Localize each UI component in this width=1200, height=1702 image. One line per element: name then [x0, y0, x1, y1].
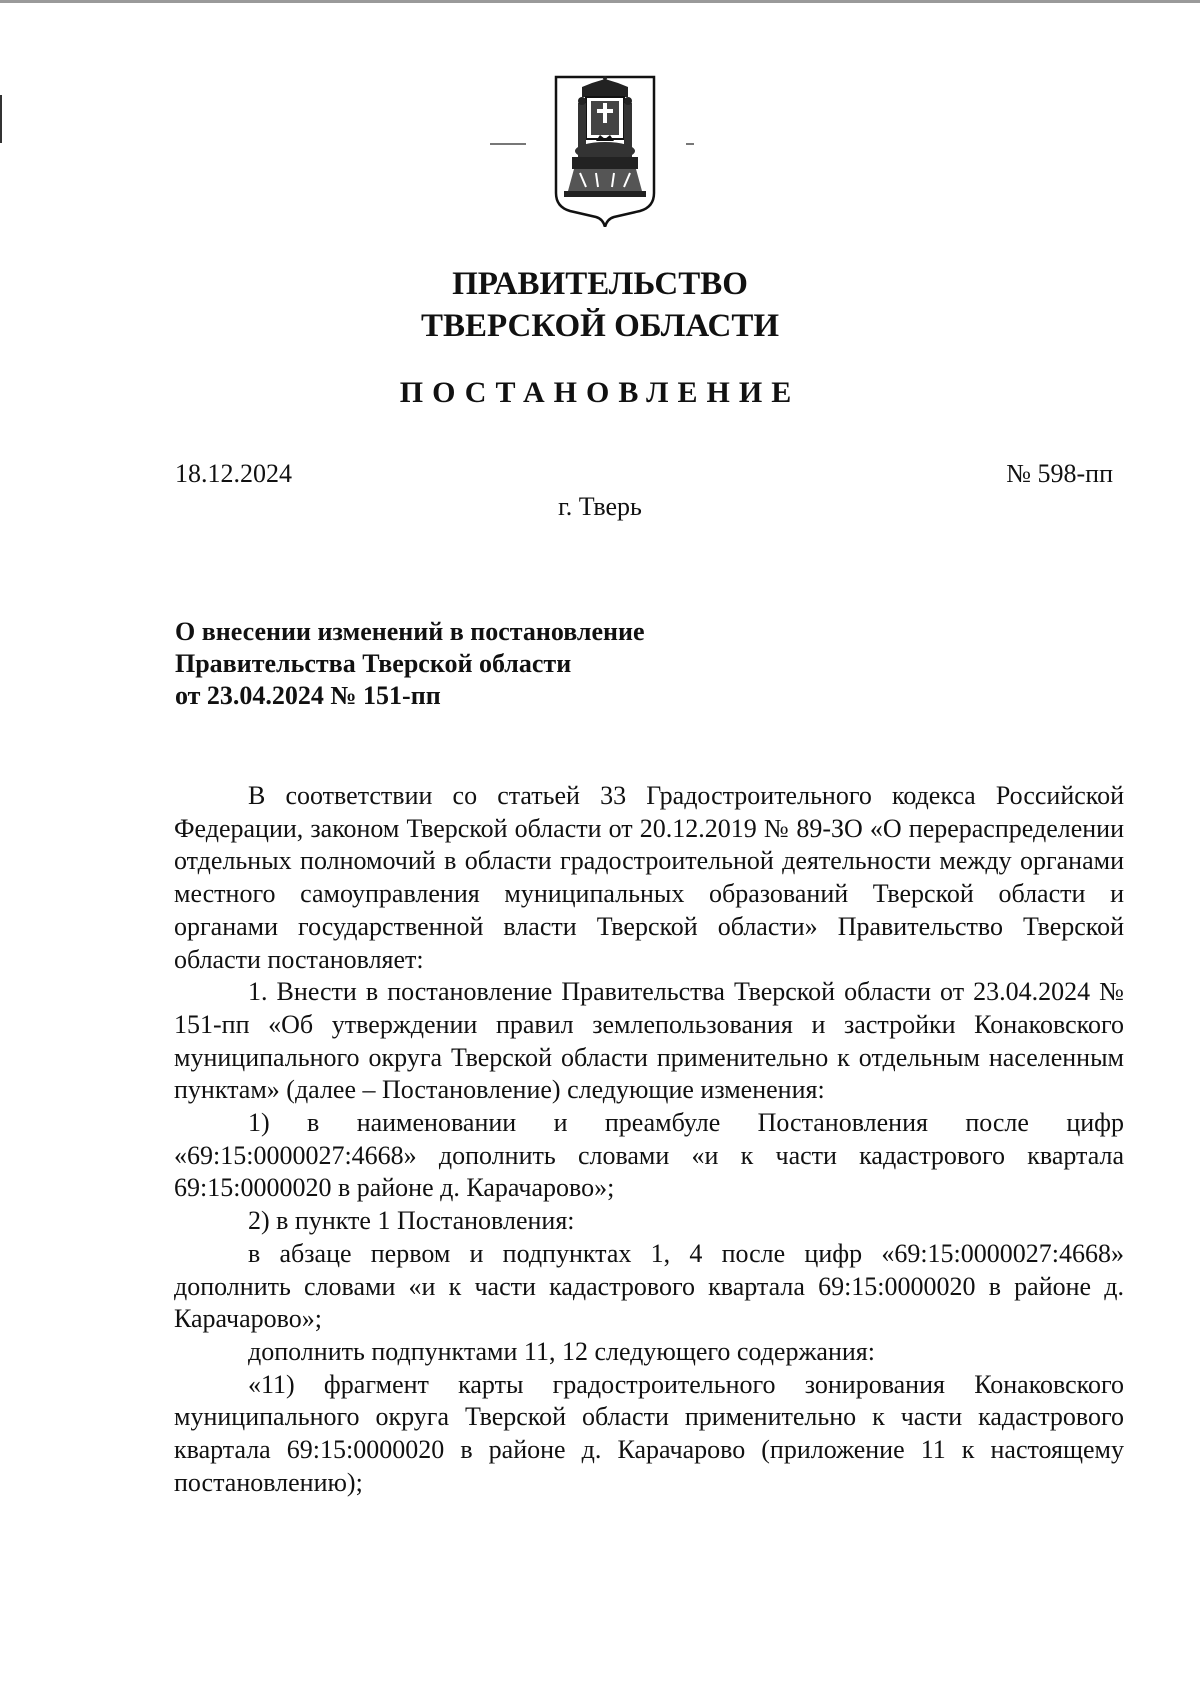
scan-mark [686, 143, 694, 145]
subject-line-1: О внесении изменений в постановление [175, 617, 645, 646]
item-1-paragraph: 1. Внести в постановление Правительства Тверской области от 23.04.2024 № 151-пп «Об утверждении правил землепользования и застройки Конаковского муниципального округа Тверской области применительно к отдельным населенным пунктам» (далее – Постановление) следующие изменения: [174, 977, 1124, 1105]
document-type: ПОСТАНОВЛЕНИЕ [399, 376, 801, 409]
scan-edge-top [0, 0, 1200, 3]
subject-line-2: Правительства Тверской области [175, 649, 572, 678]
government-title [0, 263, 1200, 347]
subitem-2-paragraph: 2) в пункте 1 Постановления: [248, 1206, 575, 1236]
subject-line-3: от 23.04.2024 № 151-пп [175, 681, 441, 710]
document-date: 18.12.2024 [175, 459, 292, 488]
amendment-paragraph-c: «11) фрагмент карты градостроительного зонирования Конаковского муниципального округа Тверской области применительно к части кадастрового квартала 69:15:0000020 в районе д. Карачарово (приложение 11 к настоящему постановлению); [174, 1369, 1124, 1497]
amendment-paragraph-b: дополнить подпунктами 11, 12 следующего содержания: [248, 1336, 875, 1366]
amendment-paragraph-a: в абзаце первом и подпунктах 1, 4 после цифр «69:15:0000027:4668» дополнить словами «и к части кадастрового квартала 69:15:0000020 в районе д. Карачарово»; [174, 1238, 1124, 1334]
document-body [174, 780, 1124, 1499]
preamble-paragraph: В соответствии со статьей 33 Градостроительного кодекса Российской Федерации, законом Тверской области от 20.12.2019 № 89-ЗО «О перераспределении отдельных полномочий в области градостроительной деятельности между органами местного самоуправления муниципальных образований Тверской области и органами государственной власти Тверской области» Правительство Тверской области постановляет: [174, 781, 1124, 974]
coat-of-arms-icon [552, 75, 658, 227]
document-city: г. Тверь [558, 492, 642, 521]
scan-mark [490, 143, 526, 145]
scan-edge-left [0, 95, 2, 143]
document-subject [175, 616, 645, 712]
government-line-2: ТВЕРСКОЙ ОБЛАСТИ [420, 308, 780, 344]
government-line-1: ПРАВИТЕЛЬСТВО [452, 266, 748, 302]
document-number: № 598-пп [1006, 459, 1113, 488]
subitem-1-paragraph: 1) в наименовании и преамбуле Постановления после цифр «69:15:0000027:4668» дополнить словами «и к части кадастрового квартала 69:15:0000020 в районе д. Карачарово»; [174, 1108, 1124, 1203]
